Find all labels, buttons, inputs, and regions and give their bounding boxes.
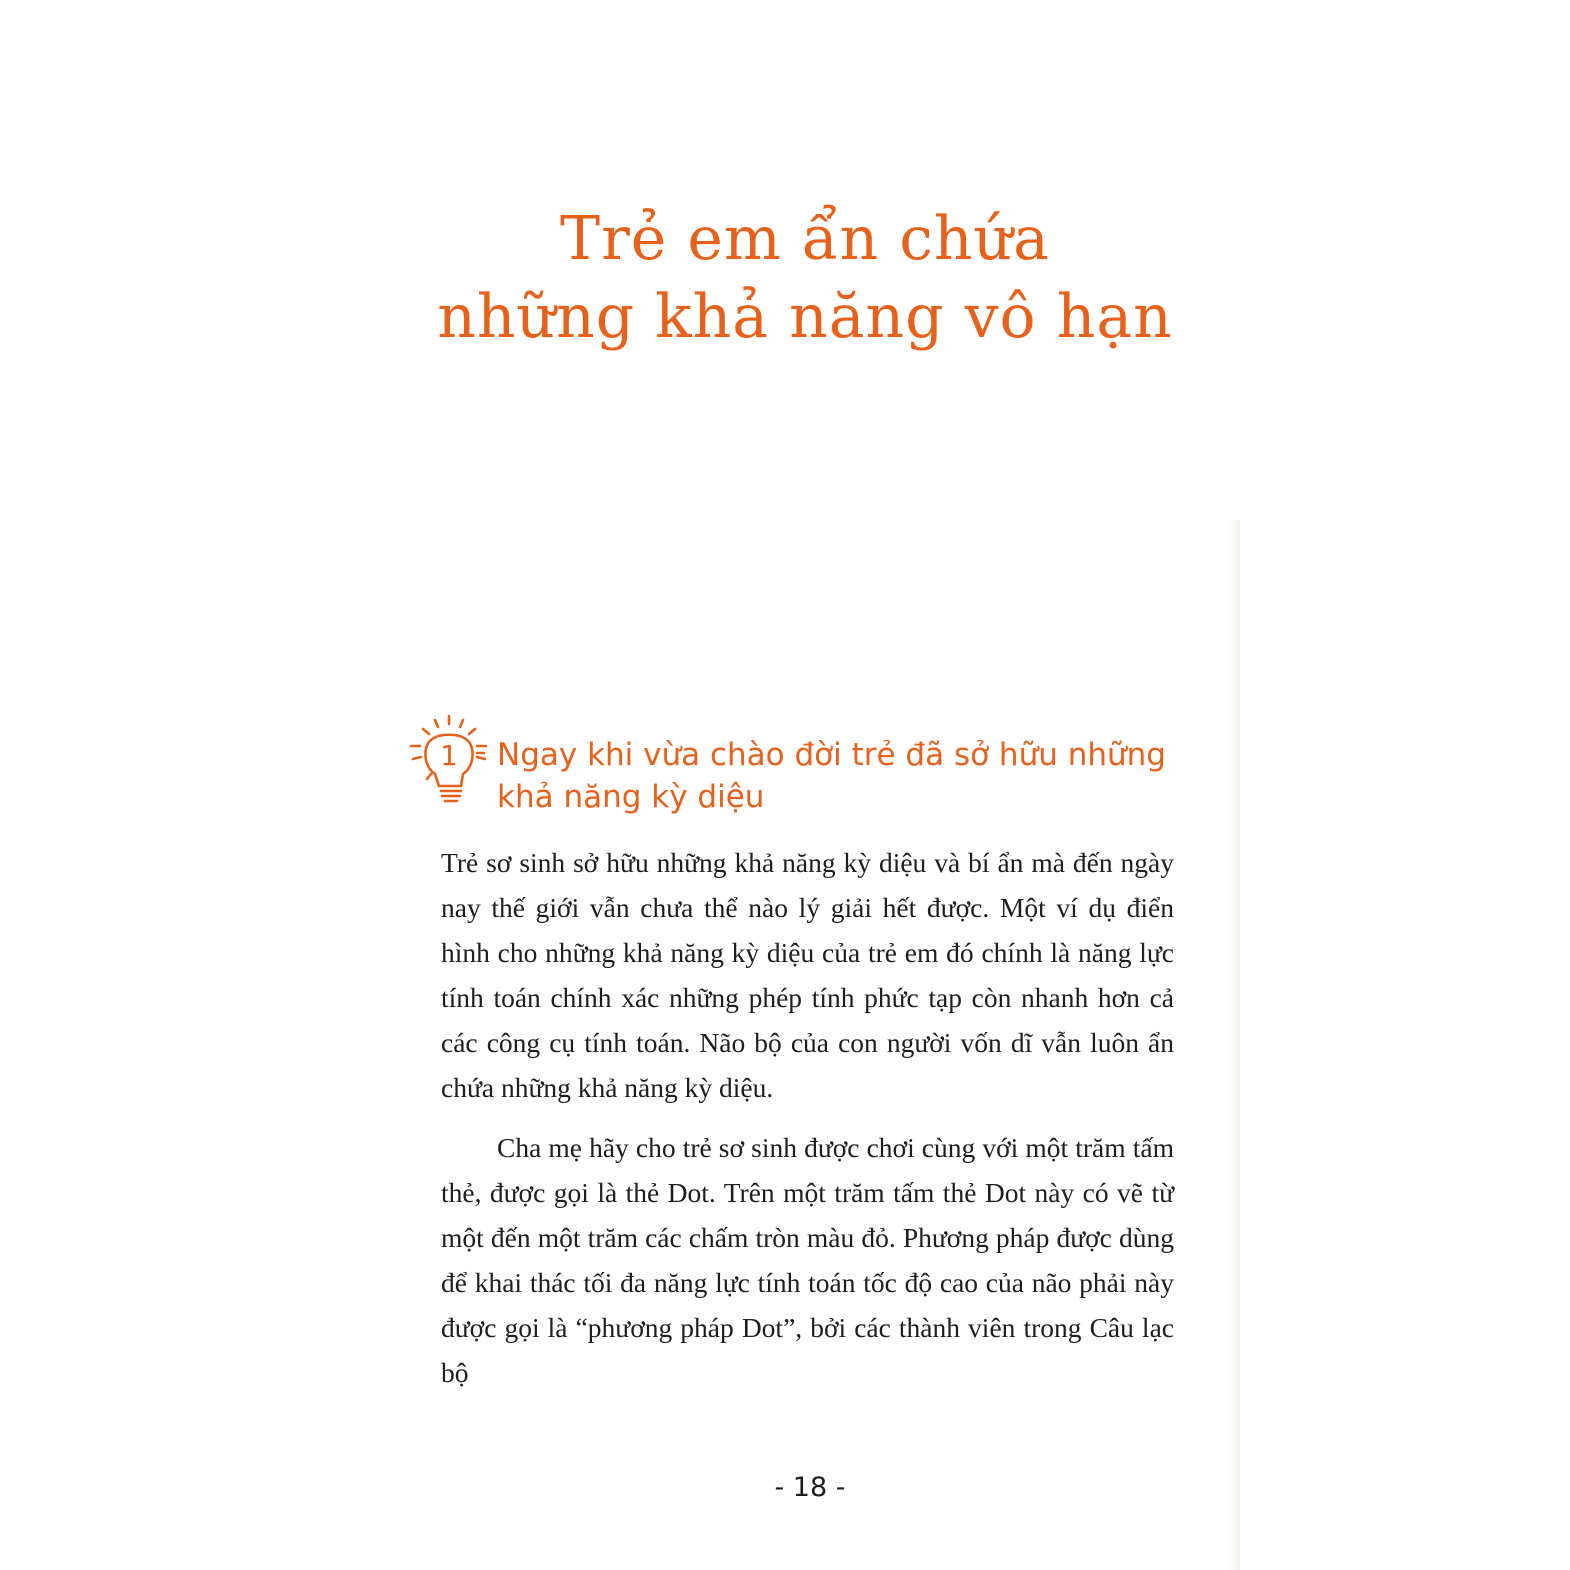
page-edge-shadow: [1226, 520, 1240, 1570]
page-number: - 18 -: [774, 1472, 846, 1503]
chapter-title: [400, 200, 1210, 356]
paragraph-2: Cha mẹ hãy cho trẻ sơ sinh được chơi cùng với một trăm tấm thẻ, được gọi là thẻ Dot. Trên một trăm tấm thẻ Dot này có vẽ từ một đến một trăm các chấm tròn màu đỏ. Phương pháp được dùng để khai thác tối đa năng lực tính toán tốc độ cao của não phải này được gọi là “phương pháp Dot”, bởi các thành viên trong Câu lạc bộ: [441, 1132, 1174, 1388]
paragraph-1: Trẻ sơ sinh sở hữu những khả năng kỳ diệu và bí ẩn mà đến ngày nay thế giới vẫn chưa thể nào lý giải hết được. Một ví dụ điển hình cho những khả năng kỳ diệu của trẻ em đó chính là năng lực tính toán chính xác những phép tính phức tạp còn nhanh hơn cả các công cụ tính toán. Não bộ của con người vốn dĩ vẫn luôn ẩn chứa những khả năng kỳ diệu.: [441, 847, 1174, 1103]
section-heading-text: [497, 734, 1197, 818]
section-number: 1: [440, 739, 458, 772]
chapter-title-line-1: Trẻ em ẩn chứa: [560, 204, 1050, 274]
body-text: [441, 840, 1174, 1395]
section-heading: [405, 712, 1195, 822]
section-heading-line-1: Ngay khi vừa chào đời trẻ đã sở hữu những: [497, 737, 1166, 773]
section-heading-line-2: khả năng kỳ diệu: [497, 779, 765, 815]
lightbulb-icon: [405, 712, 495, 808]
chapter-title-line-2: những khả năng vô hạn: [437, 282, 1173, 352]
